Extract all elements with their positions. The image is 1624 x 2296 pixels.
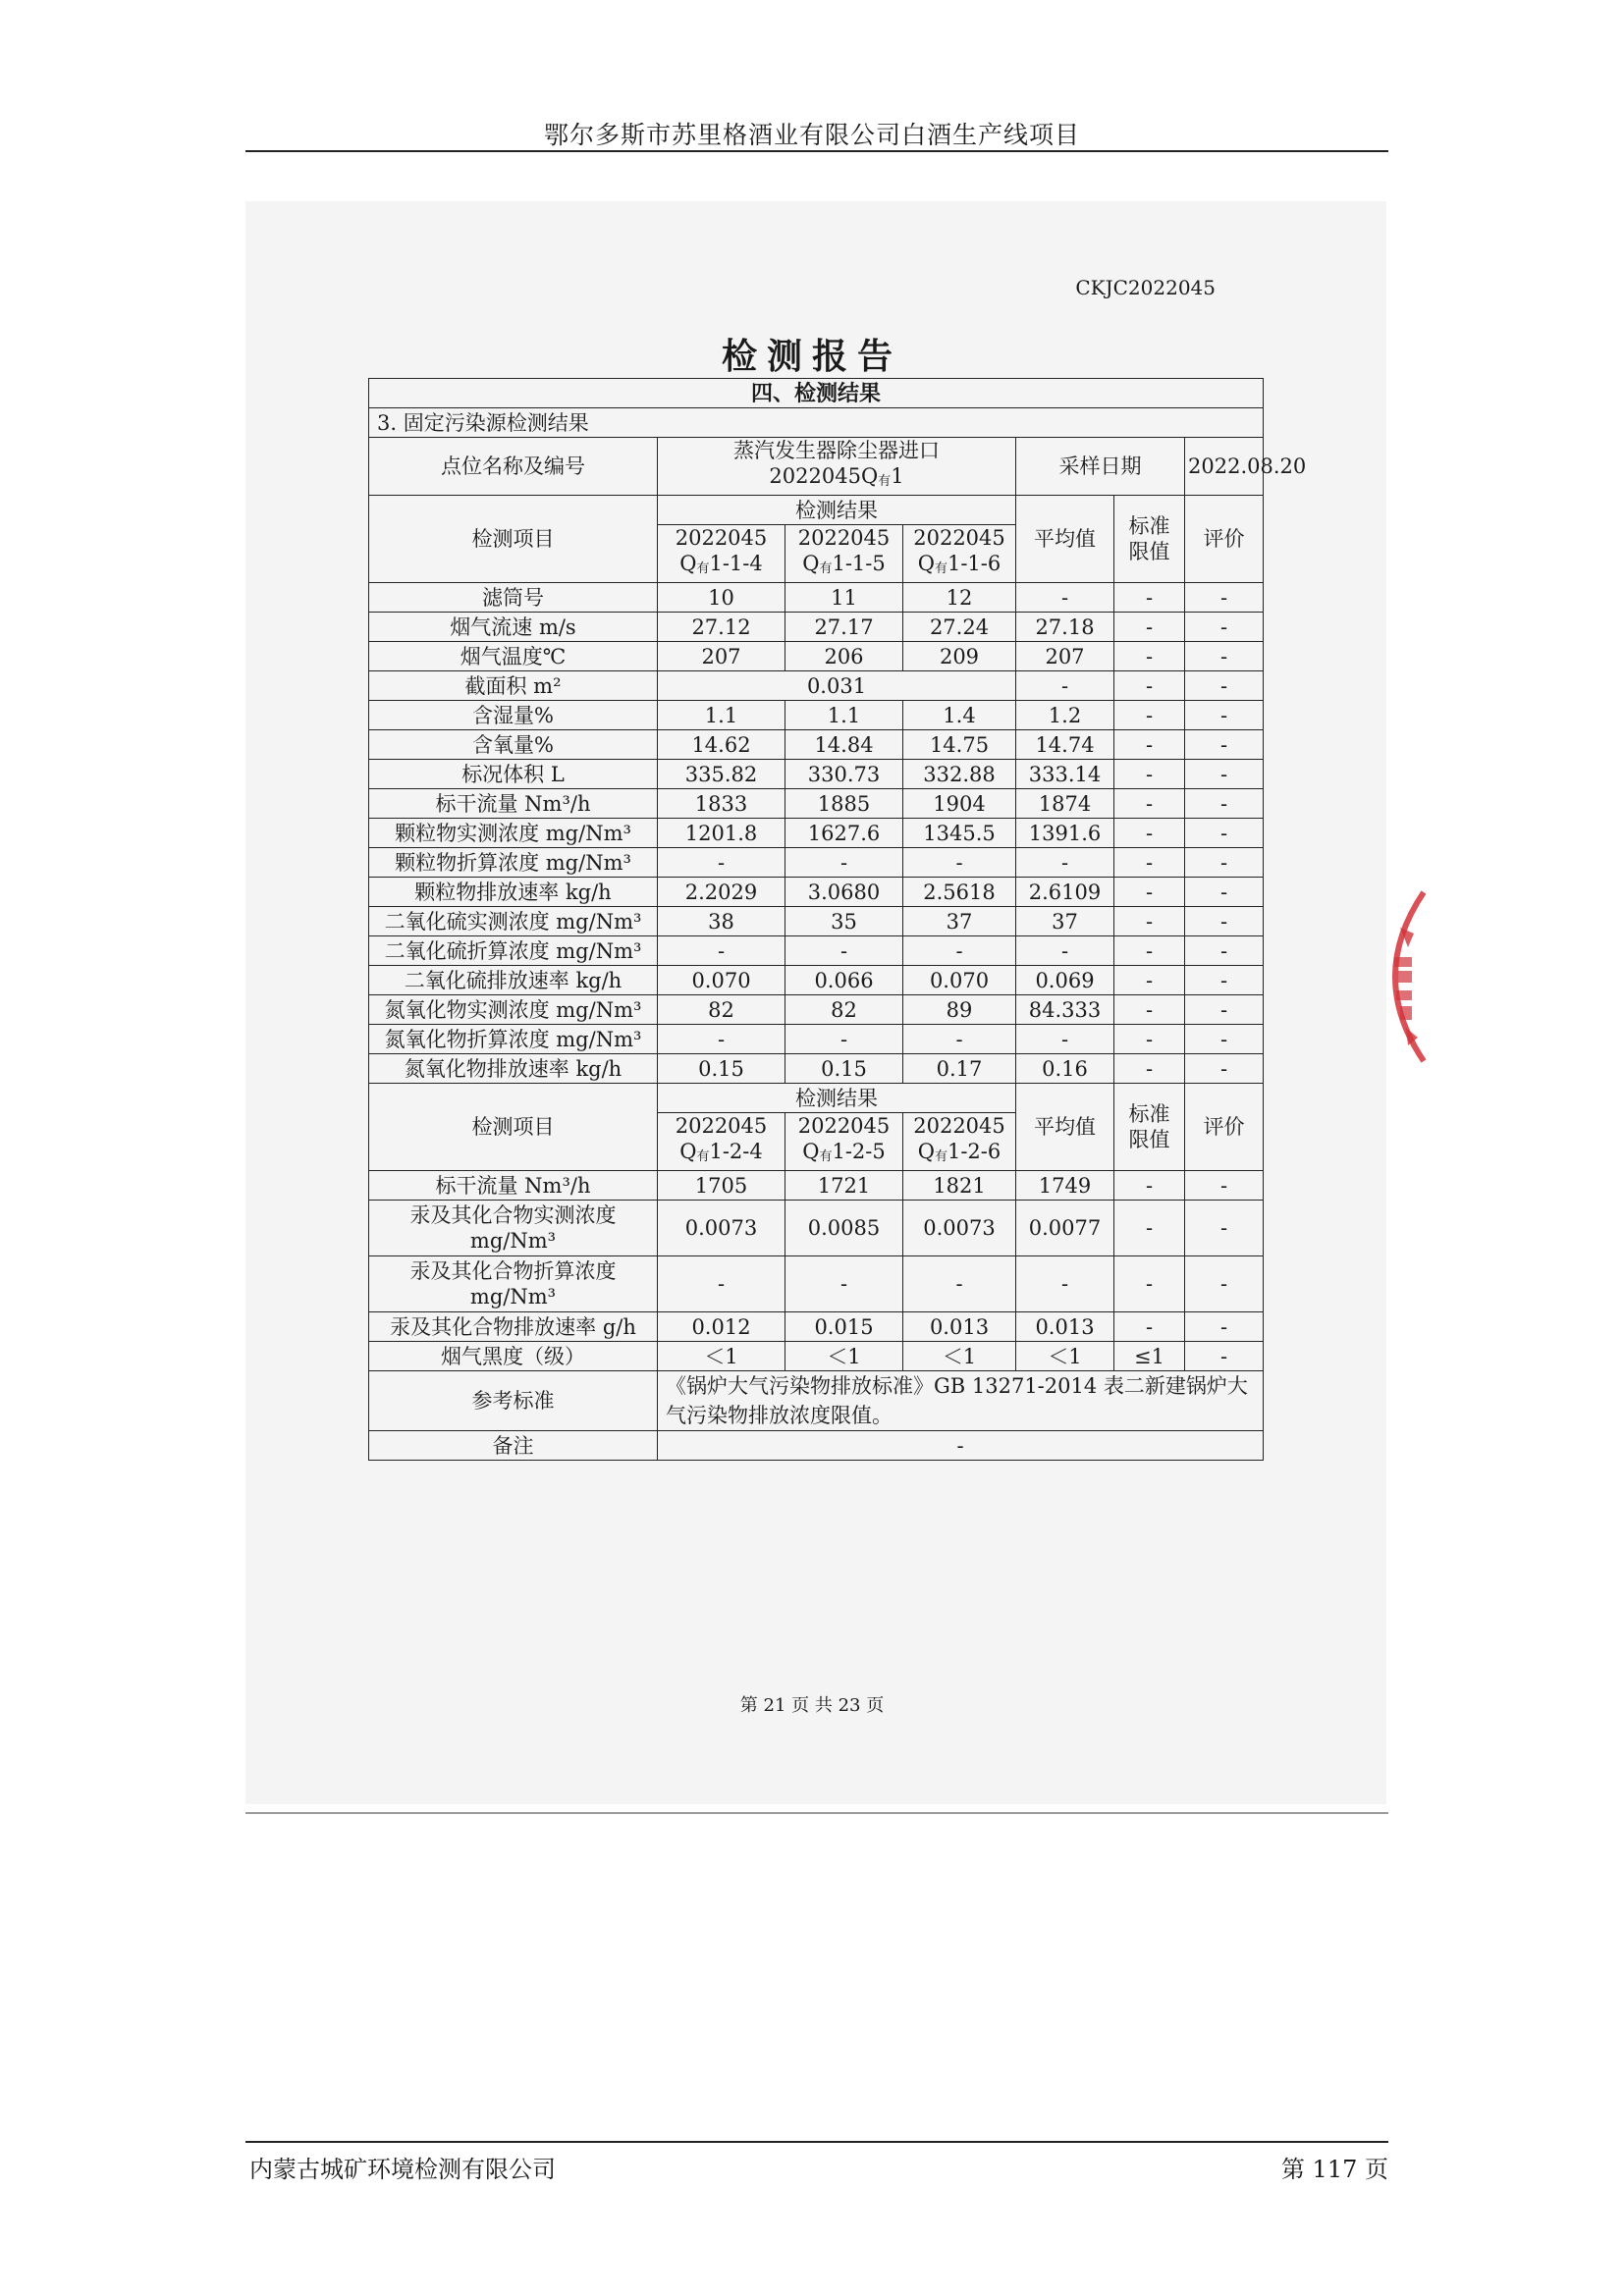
average-value: 0.013 (1016, 1312, 1114, 1342)
param-name: 氮氧化物排放速率 kg/h (369, 1054, 658, 1084)
evaluation: - (1185, 701, 1264, 730)
average-value: - (1016, 1256, 1114, 1312)
value-1: 38 (658, 907, 785, 936)
sample-id-sub: 有 (696, 1149, 710, 1164)
value-2: - (785, 1025, 903, 1054)
header-divider (245, 150, 1388, 152)
value-1: 0.070 (658, 966, 785, 995)
table-row (369, 1312, 1264, 1342)
evaluation: - (1185, 789, 1264, 819)
value-3: - (903, 848, 1016, 878)
sample-id-suffix: 1-2-5 (832, 1140, 886, 1163)
sample-id-bottom (661, 1139, 782, 1170)
avg-header: 平均值 (1016, 496, 1114, 583)
scan-bottom-divider (245, 1812, 1388, 1814)
value-1: 0.012 (658, 1312, 785, 1342)
average-value: - (1016, 848, 1114, 878)
value-2: ＜1 (785, 1342, 903, 1371)
limit-value: - (1114, 1312, 1185, 1342)
sample-id-cell (903, 525, 1016, 583)
average-value: 1874 (1016, 789, 1114, 819)
value-1: ＜1 (658, 1342, 785, 1371)
value-1: 1833 (658, 789, 785, 819)
param-name: 烟气流速 m/s (369, 613, 658, 642)
report-page-number: 第 21 页 共 23 页 (739, 1695, 885, 1716)
param-name: 烟气黑度（级） (369, 1342, 658, 1371)
evaluation: - (1185, 1054, 1264, 1084)
param-name: 二氧化硫折算浓度 mg/Nm³ (369, 936, 658, 966)
param-name: 氮氧化物实测浓度 mg/Nm³ (369, 995, 658, 1025)
evaluation: - (1185, 1312, 1264, 1342)
subsection-row (369, 408, 1264, 438)
value-3: 1345.5 (903, 819, 1016, 848)
value-3: 1.4 (903, 701, 1016, 730)
date-value: 2022.08.20 (1185, 438, 1264, 496)
limit-value: - (1114, 878, 1185, 907)
evaluation: - (1185, 819, 1264, 848)
evaluation: - (1185, 760, 1264, 789)
param-name: 颗粒物实测浓度 mg/Nm³ (369, 819, 658, 848)
value-2: 14.84 (785, 730, 903, 760)
value-2: 0.15 (785, 1054, 903, 1084)
sample-id-sub: 有 (696, 561, 710, 576)
evaluation: - (1185, 1025, 1264, 1054)
evaluation: - (1185, 848, 1264, 878)
sample-id-suffix: 1-1-4 (709, 552, 763, 575)
param-name: 颗粒物排放速率 kg/h (369, 878, 658, 907)
value-1: 2.2029 (658, 878, 785, 907)
param-name: 滤筒号 (369, 583, 658, 613)
param-name: 二氧化硫实测浓度 mg/Nm³ (369, 907, 658, 936)
limit-value: - (1114, 789, 1185, 819)
value-1: 14.62 (658, 730, 785, 760)
value-2: 0.0085 (785, 1201, 903, 1256)
sample-id-q: Q (679, 552, 697, 575)
value-3: 1821 (903, 1171, 1016, 1201)
average-value: 14.74 (1016, 730, 1114, 760)
value-3: 89 (903, 995, 1016, 1025)
param-name: 截面积 m² (369, 671, 658, 701)
average-value: 207 (1016, 642, 1114, 671)
evaluation: - (1185, 642, 1264, 671)
evaluation: - (1185, 1342, 1264, 1371)
sample-id-top: 2022045 (797, 526, 891, 550)
limit-value: - (1114, 936, 1185, 966)
point-value (658, 438, 1016, 496)
value-1: - (658, 1256, 785, 1312)
limit-value: - (1114, 848, 1185, 878)
param-name: 颗粒物折算浓度 mg/Nm³ (369, 848, 658, 878)
table-row (369, 1171, 1264, 1201)
value-1: 1.1 (658, 701, 785, 730)
sample-id-sub: 有 (819, 561, 833, 576)
average-value: - (1016, 671, 1114, 701)
evaluation: - (1185, 966, 1264, 995)
table-row (369, 1256, 1264, 1312)
value-1: 1705 (658, 1171, 785, 1201)
value-1: 335.82 (658, 760, 785, 789)
table-row (369, 1025, 1264, 1054)
sample-id-q: Q (679, 1140, 697, 1163)
table-row (369, 1342, 1264, 1371)
sample-id-q: Q (802, 552, 820, 575)
remarks-row (369, 1431, 1264, 1461)
value-1: 10 (658, 583, 785, 613)
param-name: 氮氧化物折算浓度 mg/Nm³ (369, 1025, 658, 1054)
results-header: 检测结果 (658, 1084, 1016, 1113)
value-3: ＜1 (903, 1342, 1016, 1371)
value-1: 0.031 (658, 671, 1016, 701)
average-value: - (1016, 583, 1114, 613)
evaluation: - (1185, 583, 1264, 613)
point-code: 2022045Q有1 (769, 464, 904, 489)
table-row (369, 701, 1264, 730)
table-row (369, 878, 1264, 907)
section-row (369, 379, 1264, 408)
column-header-row (369, 496, 1264, 525)
param-name: 烟气温度℃ (369, 642, 658, 671)
value-3: 0.0073 (903, 1201, 1016, 1256)
value-2: 35 (785, 907, 903, 936)
average-value: 84.333 (1016, 995, 1114, 1025)
value-2: - (785, 848, 903, 878)
sample-id-bottom (906, 551, 1012, 582)
sample-id-sub: 有 (934, 1149, 947, 1164)
evaluation: - (1185, 907, 1264, 936)
param-name: 含氧量% (369, 730, 658, 760)
evaluation: - (1185, 730, 1264, 760)
limit-value: - (1114, 730, 1185, 760)
value-1: - (658, 936, 785, 966)
value-3: 209 (903, 642, 1016, 671)
sample-id-top: 2022045 (913, 526, 1005, 550)
eval-header: 评价 (1185, 496, 1264, 583)
date-label: 采样日期 (1016, 438, 1185, 496)
table-row (369, 789, 1264, 819)
value-2: 11 (785, 583, 903, 613)
value-1: - (658, 1025, 785, 1054)
value-1: 207 (658, 642, 785, 671)
value-1: 1201.8 (658, 819, 785, 848)
footer-page-number: 第 117 页 (1280, 2156, 1388, 2183)
value-3: 37 (903, 907, 1016, 936)
report-title: 检测报告 (721, 336, 902, 377)
limit-header: 标准限值 (1114, 1084, 1185, 1171)
value-2: 1.1 (785, 701, 903, 730)
sample-id-cell (785, 1113, 903, 1171)
sample-id-suffix: 1-2-4 (709, 1140, 763, 1163)
sample-id-bottom (661, 551, 782, 582)
results-table (368, 378, 1307, 1461)
average-value: - (1016, 936, 1114, 966)
evaluation: - (1185, 995, 1264, 1025)
value-1: 82 (658, 995, 785, 1025)
section-title: 四、检测结果 (369, 379, 1264, 408)
param-name: 标干流量 Nm³/h (369, 789, 658, 819)
limit-value: - (1114, 966, 1185, 995)
value-1: - (658, 848, 785, 878)
limit-value: - (1114, 995, 1185, 1025)
value-3: - (903, 1256, 1016, 1312)
sample-id-q: Q (917, 1140, 935, 1163)
value-3: 332.88 (903, 760, 1016, 789)
value-2: 82 (785, 995, 903, 1025)
item-header: 检测项目 (369, 1084, 658, 1171)
remarks-value: - (658, 1431, 1264, 1461)
limit-value: - (1114, 907, 1185, 936)
sample-id-bottom (788, 1139, 899, 1170)
point-name: 蒸汽发生器除尘器进口 (733, 439, 940, 462)
column-header-row (369, 1084, 1264, 1113)
value-3: - (903, 1025, 1016, 1054)
sample-id-sub: 有 (934, 561, 947, 576)
evaluation: - (1185, 878, 1264, 907)
value-2: 3.0680 (785, 878, 903, 907)
results-header: 检测结果 (658, 496, 1016, 525)
param-name: 汞及其化合物实测浓度 mg/Nm³ (369, 1201, 658, 1256)
value-2: 1627.6 (785, 819, 903, 848)
reference-label: 参考标准 (369, 1371, 658, 1431)
sample-id-q: Q (917, 552, 935, 575)
table-row (369, 760, 1264, 789)
value-3: 1904 (903, 789, 1016, 819)
average-value: - (1016, 1025, 1114, 1054)
sample-id-q: Q (802, 1140, 820, 1163)
table-row (369, 1201, 1264, 1256)
value-3: 14.75 (903, 730, 1016, 760)
average-value: 1391.6 (1016, 819, 1114, 848)
param-name: 二氧化硫排放速率 kg/h (369, 966, 658, 995)
table-row (369, 583, 1264, 613)
param-name: 汞及其化合物排放速率 g/h (369, 1312, 658, 1342)
average-value: 27.18 (1016, 613, 1114, 642)
limit-value: - (1114, 642, 1185, 671)
value-3: 0.013 (903, 1312, 1016, 1342)
param-name: 含湿量% (369, 701, 658, 730)
table-row (369, 848, 1264, 878)
table-row (369, 1054, 1264, 1084)
average-value: 0.069 (1016, 966, 1114, 995)
evaluation: - (1185, 613, 1264, 642)
sample-id-cell (658, 525, 785, 583)
eval-header: 评价 (1185, 1084, 1264, 1171)
average-value: 0.0077 (1016, 1201, 1114, 1256)
average-value: 0.16 (1016, 1054, 1114, 1084)
reference-text: 《锅炉大气污染物排放标准》GB 13271-2014 表二新建锅炉大气污染物排放浓度限值。 (658, 1371, 1264, 1431)
limit-header: 标准限值 (1114, 496, 1185, 583)
evaluation: - (1185, 1256, 1264, 1312)
sample-id-suffix: 1-1-5 (832, 552, 886, 575)
value-3: 27.24 (903, 613, 1016, 642)
point-label: 点位名称及编号 (369, 438, 658, 496)
value-2: 1721 (785, 1171, 903, 1201)
subsection-title: 3. 固定污染源检测结果 (369, 408, 1264, 438)
sample-id-cell (903, 1113, 1016, 1171)
value-2: 1885 (785, 789, 903, 819)
value-3: 0.070 (903, 966, 1016, 995)
remarks-label: 备注 (369, 1431, 658, 1461)
sample-id-suffix: 1-1-6 (947, 552, 1001, 575)
value-3: 2.5618 (903, 878, 1016, 907)
evaluation: - (1185, 936, 1264, 966)
document-header-title: 鄂尔多斯市苏里格酒业有限公司白酒生产线项目 (543, 121, 1080, 149)
limit-value: - (1114, 760, 1185, 789)
limit-value: - (1114, 583, 1185, 613)
value-2: 206 (785, 642, 903, 671)
sample-id-cell (658, 1113, 785, 1171)
average-value: 1749 (1016, 1171, 1114, 1201)
sample-id-top: 2022045 (913, 1114, 1005, 1138)
sample-id-suffix: 1-2-6 (947, 1140, 1001, 1163)
value-3: - (903, 936, 1016, 966)
value-2: 0.066 (785, 966, 903, 995)
sample-id-top: 2022045 (675, 526, 768, 550)
value-2: - (785, 1256, 903, 1312)
footer-divider (245, 2141, 1388, 2143)
sample-id-bottom (788, 551, 899, 582)
table-row (369, 907, 1264, 936)
value-3: 0.17 (903, 1054, 1016, 1084)
value-3: 12 (903, 583, 1016, 613)
average-value: 2.6109 (1016, 878, 1114, 907)
item-header: 检测项目 (369, 496, 658, 583)
average-value: 333.14 (1016, 760, 1114, 789)
table-row (369, 613, 1264, 642)
table-row (369, 730, 1264, 760)
limit-value: - (1114, 819, 1185, 848)
sample-id-cell (785, 525, 903, 583)
limit-value: - (1114, 671, 1185, 701)
table-row (369, 671, 1264, 701)
value-1: 0.0073 (658, 1201, 785, 1256)
limit-value: - (1114, 613, 1185, 642)
sample-id-top: 2022045 (675, 1114, 768, 1138)
param-name: 标况体积 L (369, 760, 658, 789)
table-row (369, 936, 1264, 966)
sample-id-sub: 有 (819, 1149, 833, 1164)
value-2: - (785, 936, 903, 966)
evaluation: - (1185, 671, 1264, 701)
average-value: 1.2 (1016, 701, 1114, 730)
avg-header: 平均值 (1016, 1084, 1114, 1171)
value-1: 27.12 (658, 613, 785, 642)
red-seal-stamp (1363, 888, 1432, 1065)
sample-id-top: 2022045 (797, 1114, 891, 1138)
point-row (369, 438, 1264, 496)
table-row (369, 995, 1264, 1025)
limit-value: - (1114, 1256, 1185, 1312)
table-row (369, 966, 1264, 995)
param-name: 标干流量 Nm³/h (369, 1171, 658, 1201)
param-name: 汞及其化合物折算浓度 mg/Nm³ (369, 1256, 658, 1312)
limit-value: - (1114, 1025, 1185, 1054)
limit-value: - (1114, 701, 1185, 730)
limit-value: - (1114, 1054, 1185, 1084)
evaluation: - (1185, 1201, 1264, 1256)
table-row (369, 819, 1264, 848)
report-code: CKJC2022045 (1075, 276, 1216, 299)
value-2: 0.015 (785, 1312, 903, 1342)
sample-id-bottom (906, 1139, 1012, 1170)
average-value: 37 (1016, 907, 1114, 936)
table-row (369, 642, 1264, 671)
value-2: 330.73 (785, 760, 903, 789)
limit-value: - (1114, 1201, 1185, 1256)
average-value: ＜1 (1016, 1342, 1114, 1371)
value-2: 27.17 (785, 613, 903, 642)
limit-value: - (1114, 1171, 1185, 1201)
value-1: 0.15 (658, 1054, 785, 1084)
evaluation: - (1185, 1171, 1264, 1201)
limit-value: ≤1 (1114, 1342, 1185, 1371)
reference-row (369, 1371, 1264, 1431)
footer-company: 内蒙古城矿环境检测有限公司 (249, 2156, 556, 2183)
